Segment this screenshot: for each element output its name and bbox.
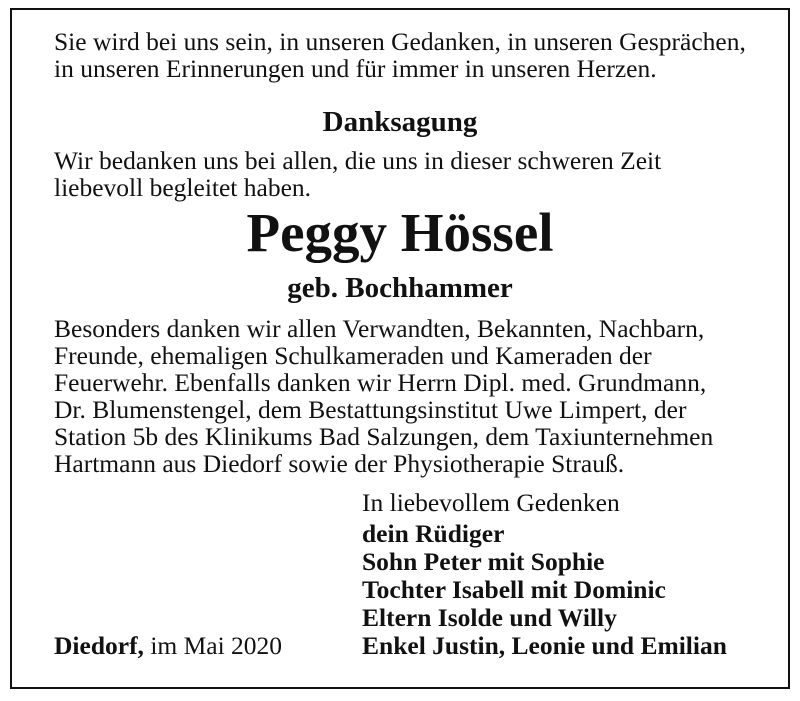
mourner-2: Sohn Peter mit Sophie [362,547,605,576]
thanks-line-1: Besonders danken wir allen Verwandten, Bekannten, Nachbarn, [54,314,705,343]
mourner-4: Eltern Isolde und Willy [362,603,617,632]
thanks-line-6: Hartmann aus Diedorf sowie der Physiotherapie Strauß. [54,449,625,478]
intro-line-1: Wir bedanken uns bei allen, die uns in dieser schweren Zeit [54,146,662,175]
birth-name: geb. Bochhammer [287,272,513,304]
thanks-line-3: Feuerwehr. Ebenfalls danken wir Herrn Dipl. med. Grundmann, [54,368,707,397]
thanks-line-5: Station 5b des Klinikums Bad Salzungen, dem Taxiunternehmen [54,422,714,451]
heading-danksagung: Danksagung [322,106,478,138]
place-date [54,633,282,659]
closing-line: In liebevollem Gedenken [362,488,620,517]
date: im Mai 2020 [150,631,283,660]
intro-line-2: liebevoll begleitet haben. [54,173,312,202]
deceased-name: Peggy Hössel [246,202,554,263]
place: Diedorf, [54,631,144,660]
mourner-1: dein Rüdiger [362,519,505,548]
thanks-line-4: Dr. Blumenstengel, dem Bestattungsinstitut Uwe Limpert, der [54,395,687,424]
mourner-3: Tochter Isabell mit Dominic [362,575,666,604]
motto-line-1: Sie wird bei uns sein, in unseren Gedanken, in unseren Gesprächen, [54,27,746,56]
thanks-line-2: Freunde, ehemaligen Schulkameraden und Kameraden der [54,341,652,370]
motto-line-2: in unseren Erinnerungen und für immer in unseren Herzen. [54,54,657,83]
mourner-5: Enkel Justin, Leonie und Emilian [362,631,727,660]
